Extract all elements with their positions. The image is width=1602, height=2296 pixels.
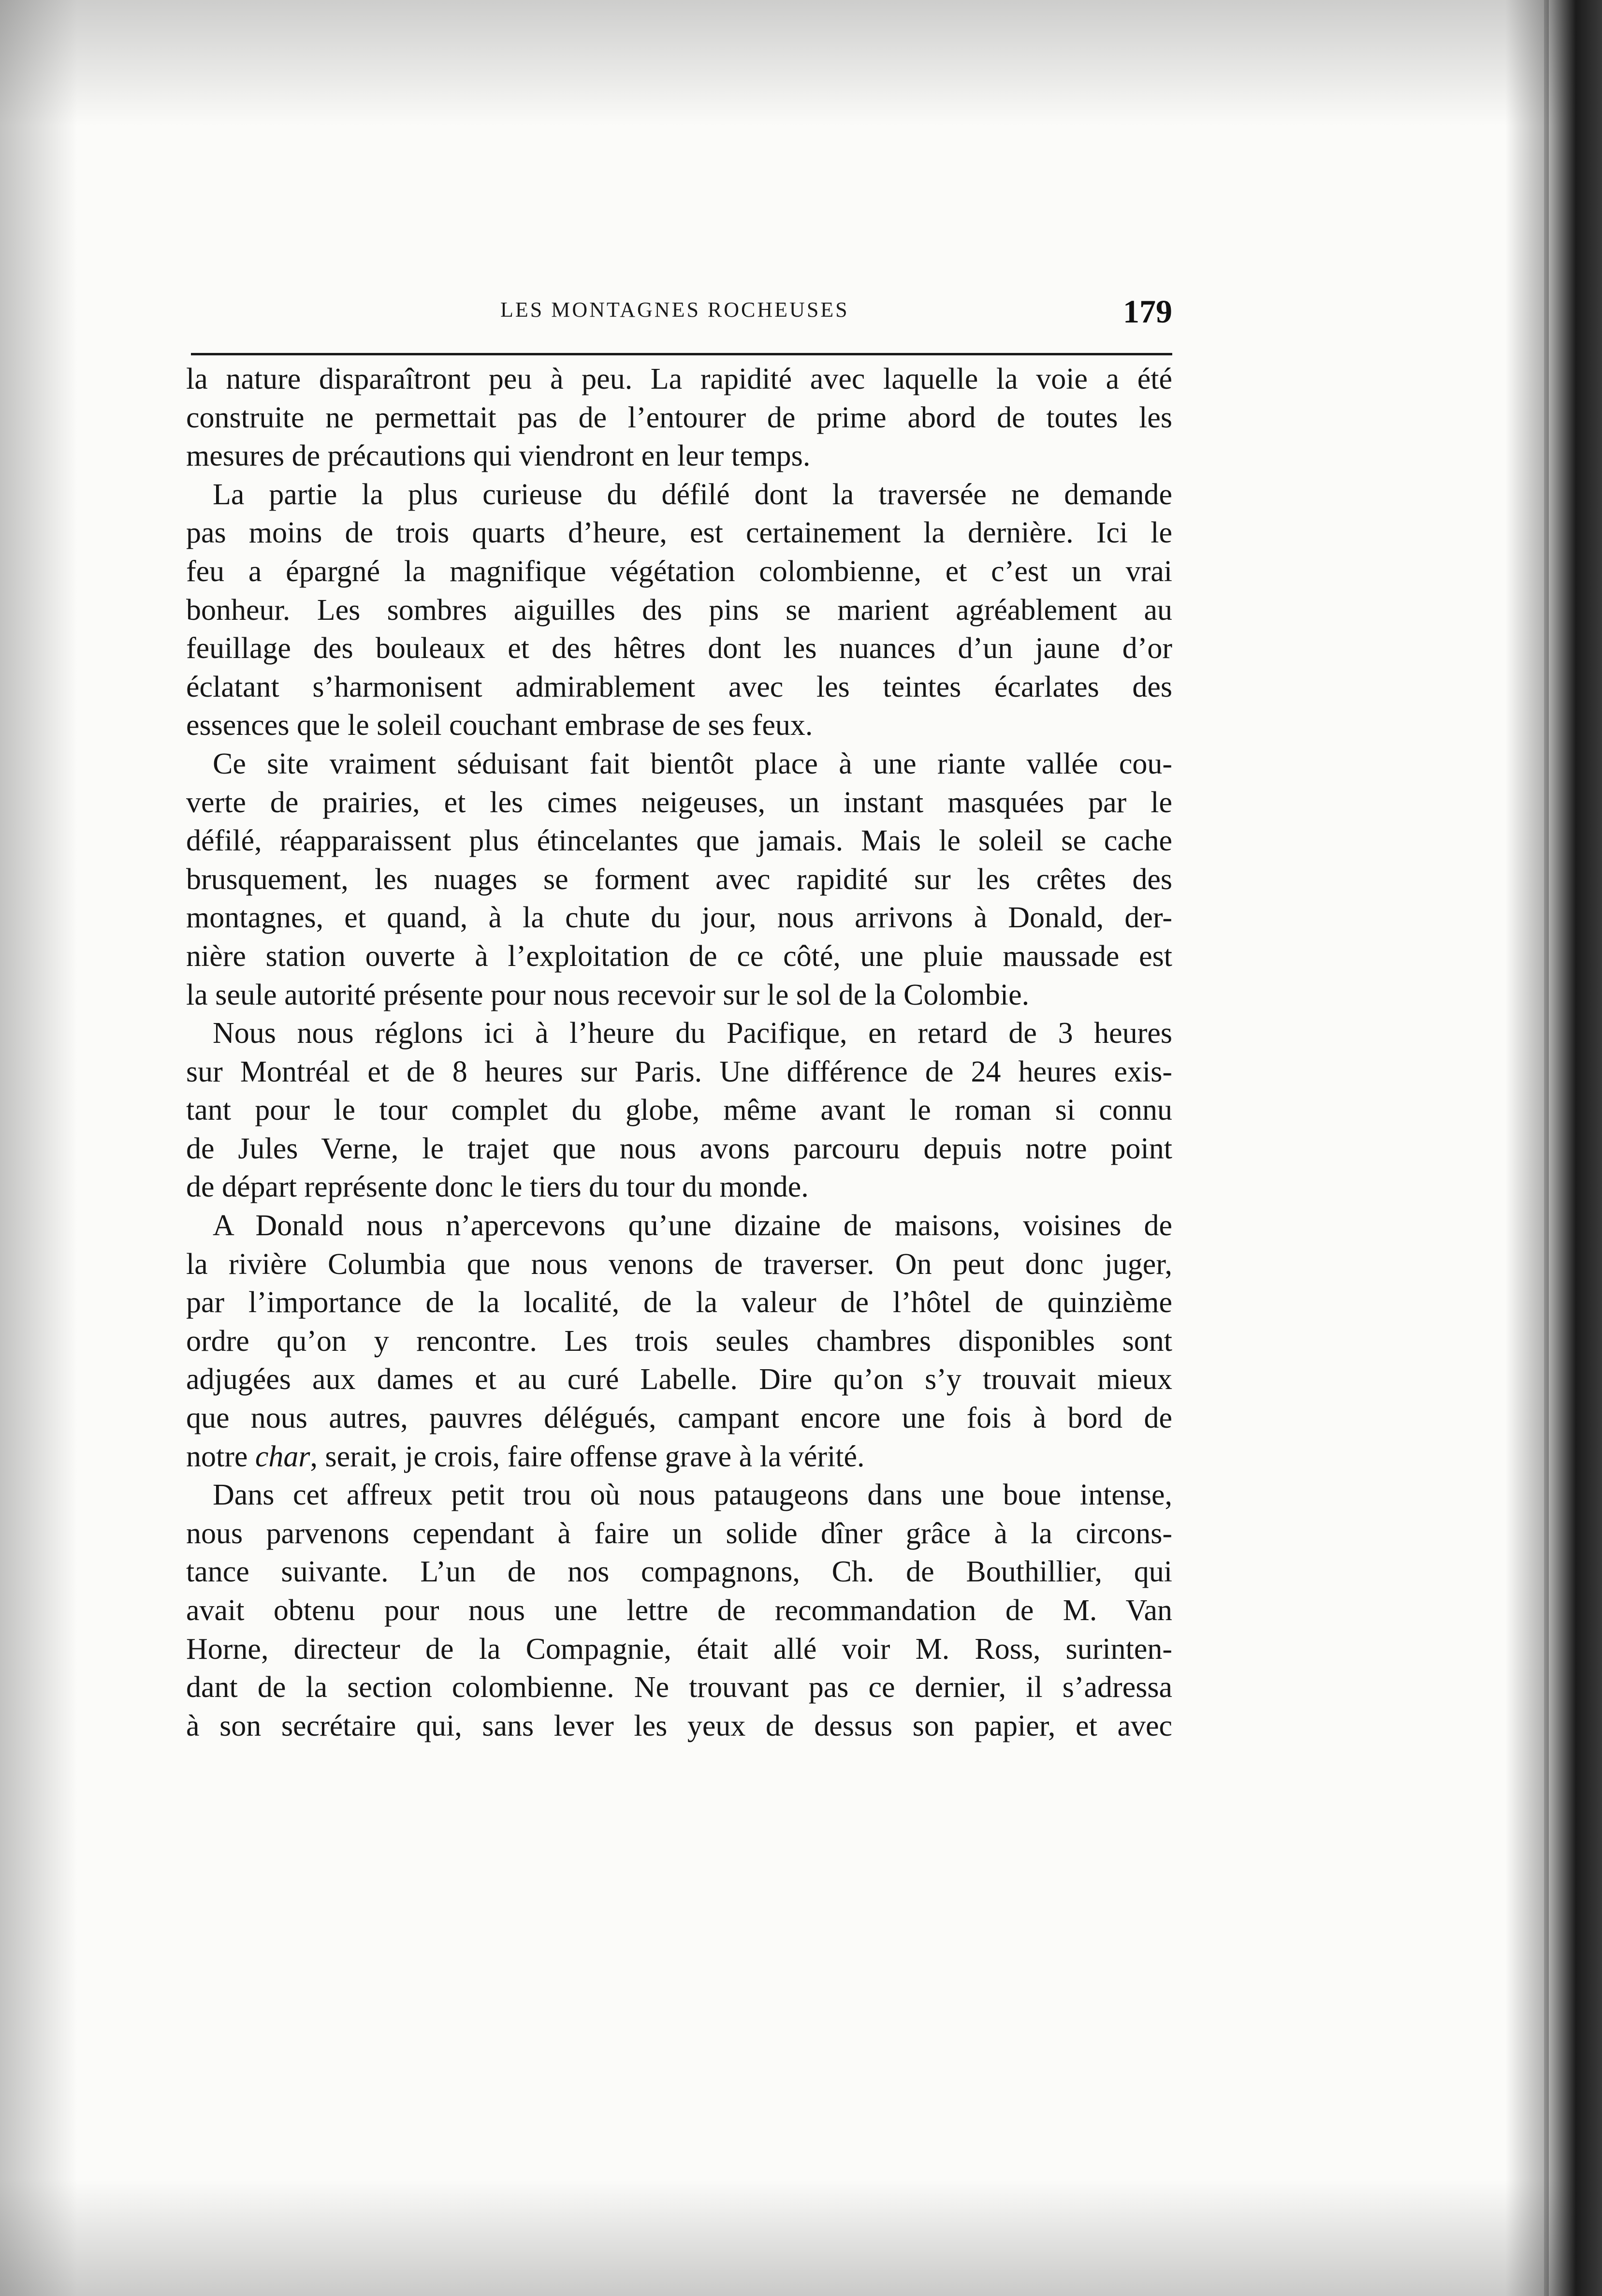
text-line: sur Montréal et de 8 heures sur Paris. Une différence de 24 heures exis- [186,1055,1172,1088]
text-segment: notre [186,1440,255,1473]
text-line [186,1438,1172,1477]
text-line: la nature disparaîtront peu à peu. La rapidité avec laquelle la voie a été [186,363,1172,395]
text-line: Ce site vraiment séduisant fait bientôt place à une riante vallée cou- [213,747,1172,780]
text-line: La partie la plus curieuse du défilé dont la traversée ne demande [213,478,1172,511]
text-line: feuillage des bouleaux et des hêtres dont les nuances d’un jaune d’or [186,632,1172,665]
scan-shadow-left [0,0,77,2296]
header-rule [191,353,1172,355]
text-line: éclatant s’harmonisent admirablement avec les teintes écarlates des [186,670,1172,703]
text-segment: , serait, je crois, faire offense grave à la vérité. [310,1440,865,1473]
text-line: dant de la section colombienne. Ne trouvant pas ce dernier, il s’adressa [186,1671,1172,1704]
text-line: que nous autres, pauvres délégués, campant encore une fois à bord de [186,1402,1172,1435]
text-line: construite ne permettait pas de l’entourer de prime abord de toutes les [186,401,1172,434]
text-line: à son secrétaire qui, sans lever les yeux de dessus son papier, et avec [186,1709,1172,1742]
text-line: verte de prairies, et les cimes neigeuses, un instant masquées par le [186,786,1172,819]
text-line: mesures de précautions qui viendront en leur temps. [186,439,811,473]
text-line: nière station ouverte à l’exploitation de ce côté, une pluie maussade est [186,939,1172,973]
text-line: feu a épargné la magnifique végétation colombienne, et c’est un vrai [186,555,1172,588]
text-line: A Donald nous n’apercevons qu’une dizaine de maisons, voisines de [213,1209,1172,1243]
italic-word: char [255,1440,310,1473]
text-line: montagnes, et quand, à la chute du jour, nous arrivons à Donald, der- [186,901,1172,935]
text-line: Horne, directeur de la Compagnie, était allé voir M. Ross, surinten- [186,1632,1172,1666]
text-line: adjugées aux dames et au curé Labelle. Dire qu’on s’y trouvait mieux [186,1363,1172,1396]
text-line: nous parvenons cependant à faire un solide dîner grâce à la circons- [186,1517,1172,1550]
binding-shadow [1505,0,1549,2296]
binding-gutter [1544,0,1602,2296]
text-line: Nous nous réglons ici à l’heure du Pacifique, en retard de 3 heures [213,1017,1172,1050]
text-line: bonheur. Les sombres aiguilles des pins se marient agréablement au [186,593,1172,627]
text-line: avait obtenu pour nous une lettre de recommandation de M. Van [186,1594,1172,1627]
text-line: tant pour le tour complet du globe, même avant le roman si connu [186,1094,1172,1127]
text-line: défilé, réapparaissent plus étincelantes que jamais. Mais le soleil se cache [186,824,1172,858]
text-line: la rivière Columbia que nous venons de traverser. On peut donc juger, [186,1247,1172,1281]
text-line: essences que le soleil couchant embrase de ses feux. [186,709,813,742]
text-line: brusquement, les nuages se forment avec rapidité sur les crêtes des [186,863,1172,896]
text-line: de Jules Verne, le trajet que nous avons parcouru depuis notre point [186,1132,1172,1165]
text-line: ordre qu’on y rencontre. Les trois seules chambres disponibles sont [186,1324,1172,1358]
text-line: de départ représente donc le tiers du tour du monde. [186,1170,809,1204]
text-line: tance suivante. L’un de nos compagnons, Ch. de Bouthillier, qui [186,1555,1172,1589]
text-line: la seule autorité présente pour nous recevoir sur le sol de la Colombie. [186,978,1030,1011]
scan-shadow-top [0,0,1602,126]
body-text [186,360,1172,1745]
text-line: Dans cet affreux petit trou où nous pataugeons dans une boue intense, [213,1478,1172,1512]
text-line: pas moins de trois quarts d’heure, est certainement la dernière. Ici le [186,516,1172,550]
page-header [191,283,1172,355]
text-line: par l’importance de la localité, de la valeur de l’hôtel de quinzième [186,1286,1172,1319]
running-title: LES MONTAGNES ROCHEUSES [500,298,849,322]
page-number: 179 [1123,293,1172,330]
scan-shadow-bottom [0,2180,1602,2296]
